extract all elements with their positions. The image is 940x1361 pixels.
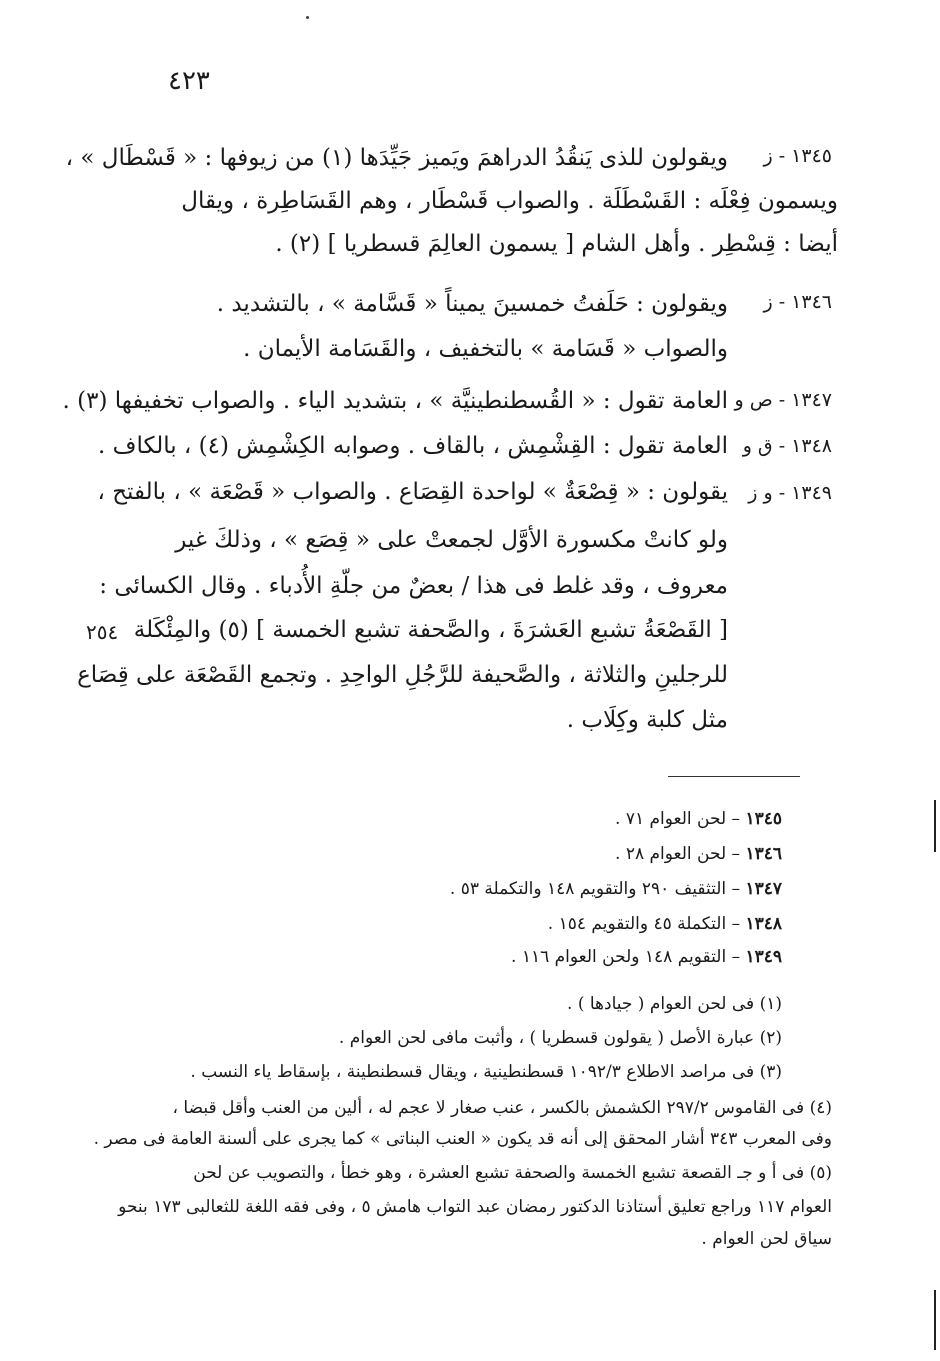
entry-number: ١٣٤٧ - ص و <box>734 389 832 411</box>
entry-number: ١٣٤٦ - ز <box>763 291 832 313</box>
source-text: – لحن العوام ٧١ . <box>615 809 746 829</box>
margin-page-reference: ٢٥٤ <box>86 620 119 644</box>
entry-number: ١٣٤٨ - ق و <box>742 435 832 457</box>
source-entry-number: ١٣٤٩ <box>745 947 782 967</box>
entry-line: [ القَصْعَةُ تشبع العَشرَةَ ، والصَّحفة تشبع الخمسة ] (٥) والمِئْكَلة <box>133 617 728 643</box>
entry-line: معروف ، وقد غلط فى هذا / بعضٌ من جلّةِ الأُدباء . وقال الكسائى : <box>99 573 728 599</box>
entry-line: ويسمون فِعْلَه : القَسْطَلَة . والصواب قَسْطَار ، وهم القَسَاطِرة ، ويقال <box>181 188 838 214</box>
footnote-line: وفى المعرب ٣٤٣ أشار المحقق إلى أنه قد يكون « العنب البناتى » كما يجرى على ألسنة العامة فى مصر . <box>93 1129 832 1149</box>
source-line <box>548 913 782 935</box>
source-text: – التكملة ٤٥ والتقويم ١٥٤ . <box>547 914 746 934</box>
source-text: – لحن العوام ٢٨ . <box>615 844 746 864</box>
entry-line: والصواب « قَسَامة » بالتخفيف ، والقَسَامة الأيمان . <box>243 336 728 362</box>
source-text: – التقويم ١٤٨ ولحن العوام ١١٦ . <box>511 947 746 967</box>
entry-line: مثل كلبة وكِلَاب . <box>566 707 728 733</box>
entry-line: أيضا : قِسْطِر . وأهل الشام [ يسمون العالِمَ قسطريا ] (٢) . <box>275 231 838 257</box>
source-entry-number: ١٣٤٥ <box>745 809 782 829</box>
entry-line: ولو كانتْ مكسورة الأوَّل لجمعتْ على « قِصَع » ، وذلكَ غير <box>175 527 728 553</box>
entry-number: ١٣٤٥ - ز <box>763 145 832 167</box>
page-number: ٤٢٣ <box>168 66 210 96</box>
speck-mark <box>306 16 309 19</box>
entry-line: ويقولون للذى يَنقُدُ الدراهمَ ويَميز جَيِّدَها (١) من زيوفها : « قَسْطَال » ، <box>65 145 728 171</box>
footnote-line: (٢) عبارة الأصل ( يقولون قسطريا ) ، وأثبت مافى لحن العوام . <box>338 1028 782 1048</box>
entry-line: يقولون : « قِصْعَةٌ » لواحدة القِصَاع . والصواب « قَصْعَة » ، بالفتح ، <box>97 479 728 505</box>
footnote-separator <box>668 776 800 777</box>
footnote-line: (٤) فى القاموس ٢٩٧/٢ الكشمش بالكسر ، عنب صغار لا عجم له ، ألين من العنب وأقل قبضا ، <box>172 1098 832 1118</box>
footnote-line: سياق لحن العوام . <box>701 1229 832 1249</box>
footnote-line: العوام ١١٧ وراجع تعليق أستاذنا الدكتور رمضان عبد التواب هامش ٥ ، وفى فقه اللغة للثعالبى ١٧٣ بنحو <box>118 1197 832 1217</box>
entry-line: ويقولون : حَلَفتُ خمسينَ يميناً « قَسَّامة » ، بالتشديد . <box>216 291 728 317</box>
source-line <box>615 843 782 865</box>
entry-line: للرجلينِ والثلاثة ، والصَّحيفة للرَّجُلِ الواحِدِ . وتجمع القَصْعَة على قِصَاع <box>77 662 728 688</box>
scan-edge-line <box>934 800 936 852</box>
entry-line: العامة تقول : « القُسطنطينيَّة » ، بتشديد الياء . والصواب تخفيفها (٣) . <box>62 388 728 414</box>
source-line <box>615 808 782 830</box>
source-entry-number: ١٣٤٧ <box>745 879 782 899</box>
footnote-line: (٥) فى أ و جـ القصعة تشبع الخمسة والصحفة تشبع العشرة ، وهو خطأ ، والتصويب عن لحن <box>193 1163 832 1183</box>
source-entry-number: ١٣٤٦ <box>745 844 782 864</box>
entry-line: العامة تقول : القِشْمِش ، بالقاف . وصوابه الكِشْمِش (٤) ، بالكاف . <box>98 433 728 459</box>
footnote-line: (١) فى لحن العوام ( جيادها ) . <box>567 994 782 1014</box>
entry-number: ١٣٤٩ - و ز <box>748 482 832 504</box>
source-text: – التثقيف ٢٩٠ والتقويم ١٤٨ والتكملة ٥٣ . <box>449 879 746 899</box>
footnote-line: (٣) فى مراصد الاطلاع ١٠٩٢/٣ قسطنطينية ، ويقال قسطنطينة ، بإسقاط ياء النسب . <box>190 1062 782 1082</box>
source-line <box>450 878 782 900</box>
scan-edge-line <box>934 1290 936 1350</box>
source-entry-number: ١٣٤٨ <box>745 914 782 934</box>
source-line <box>511 946 782 968</box>
